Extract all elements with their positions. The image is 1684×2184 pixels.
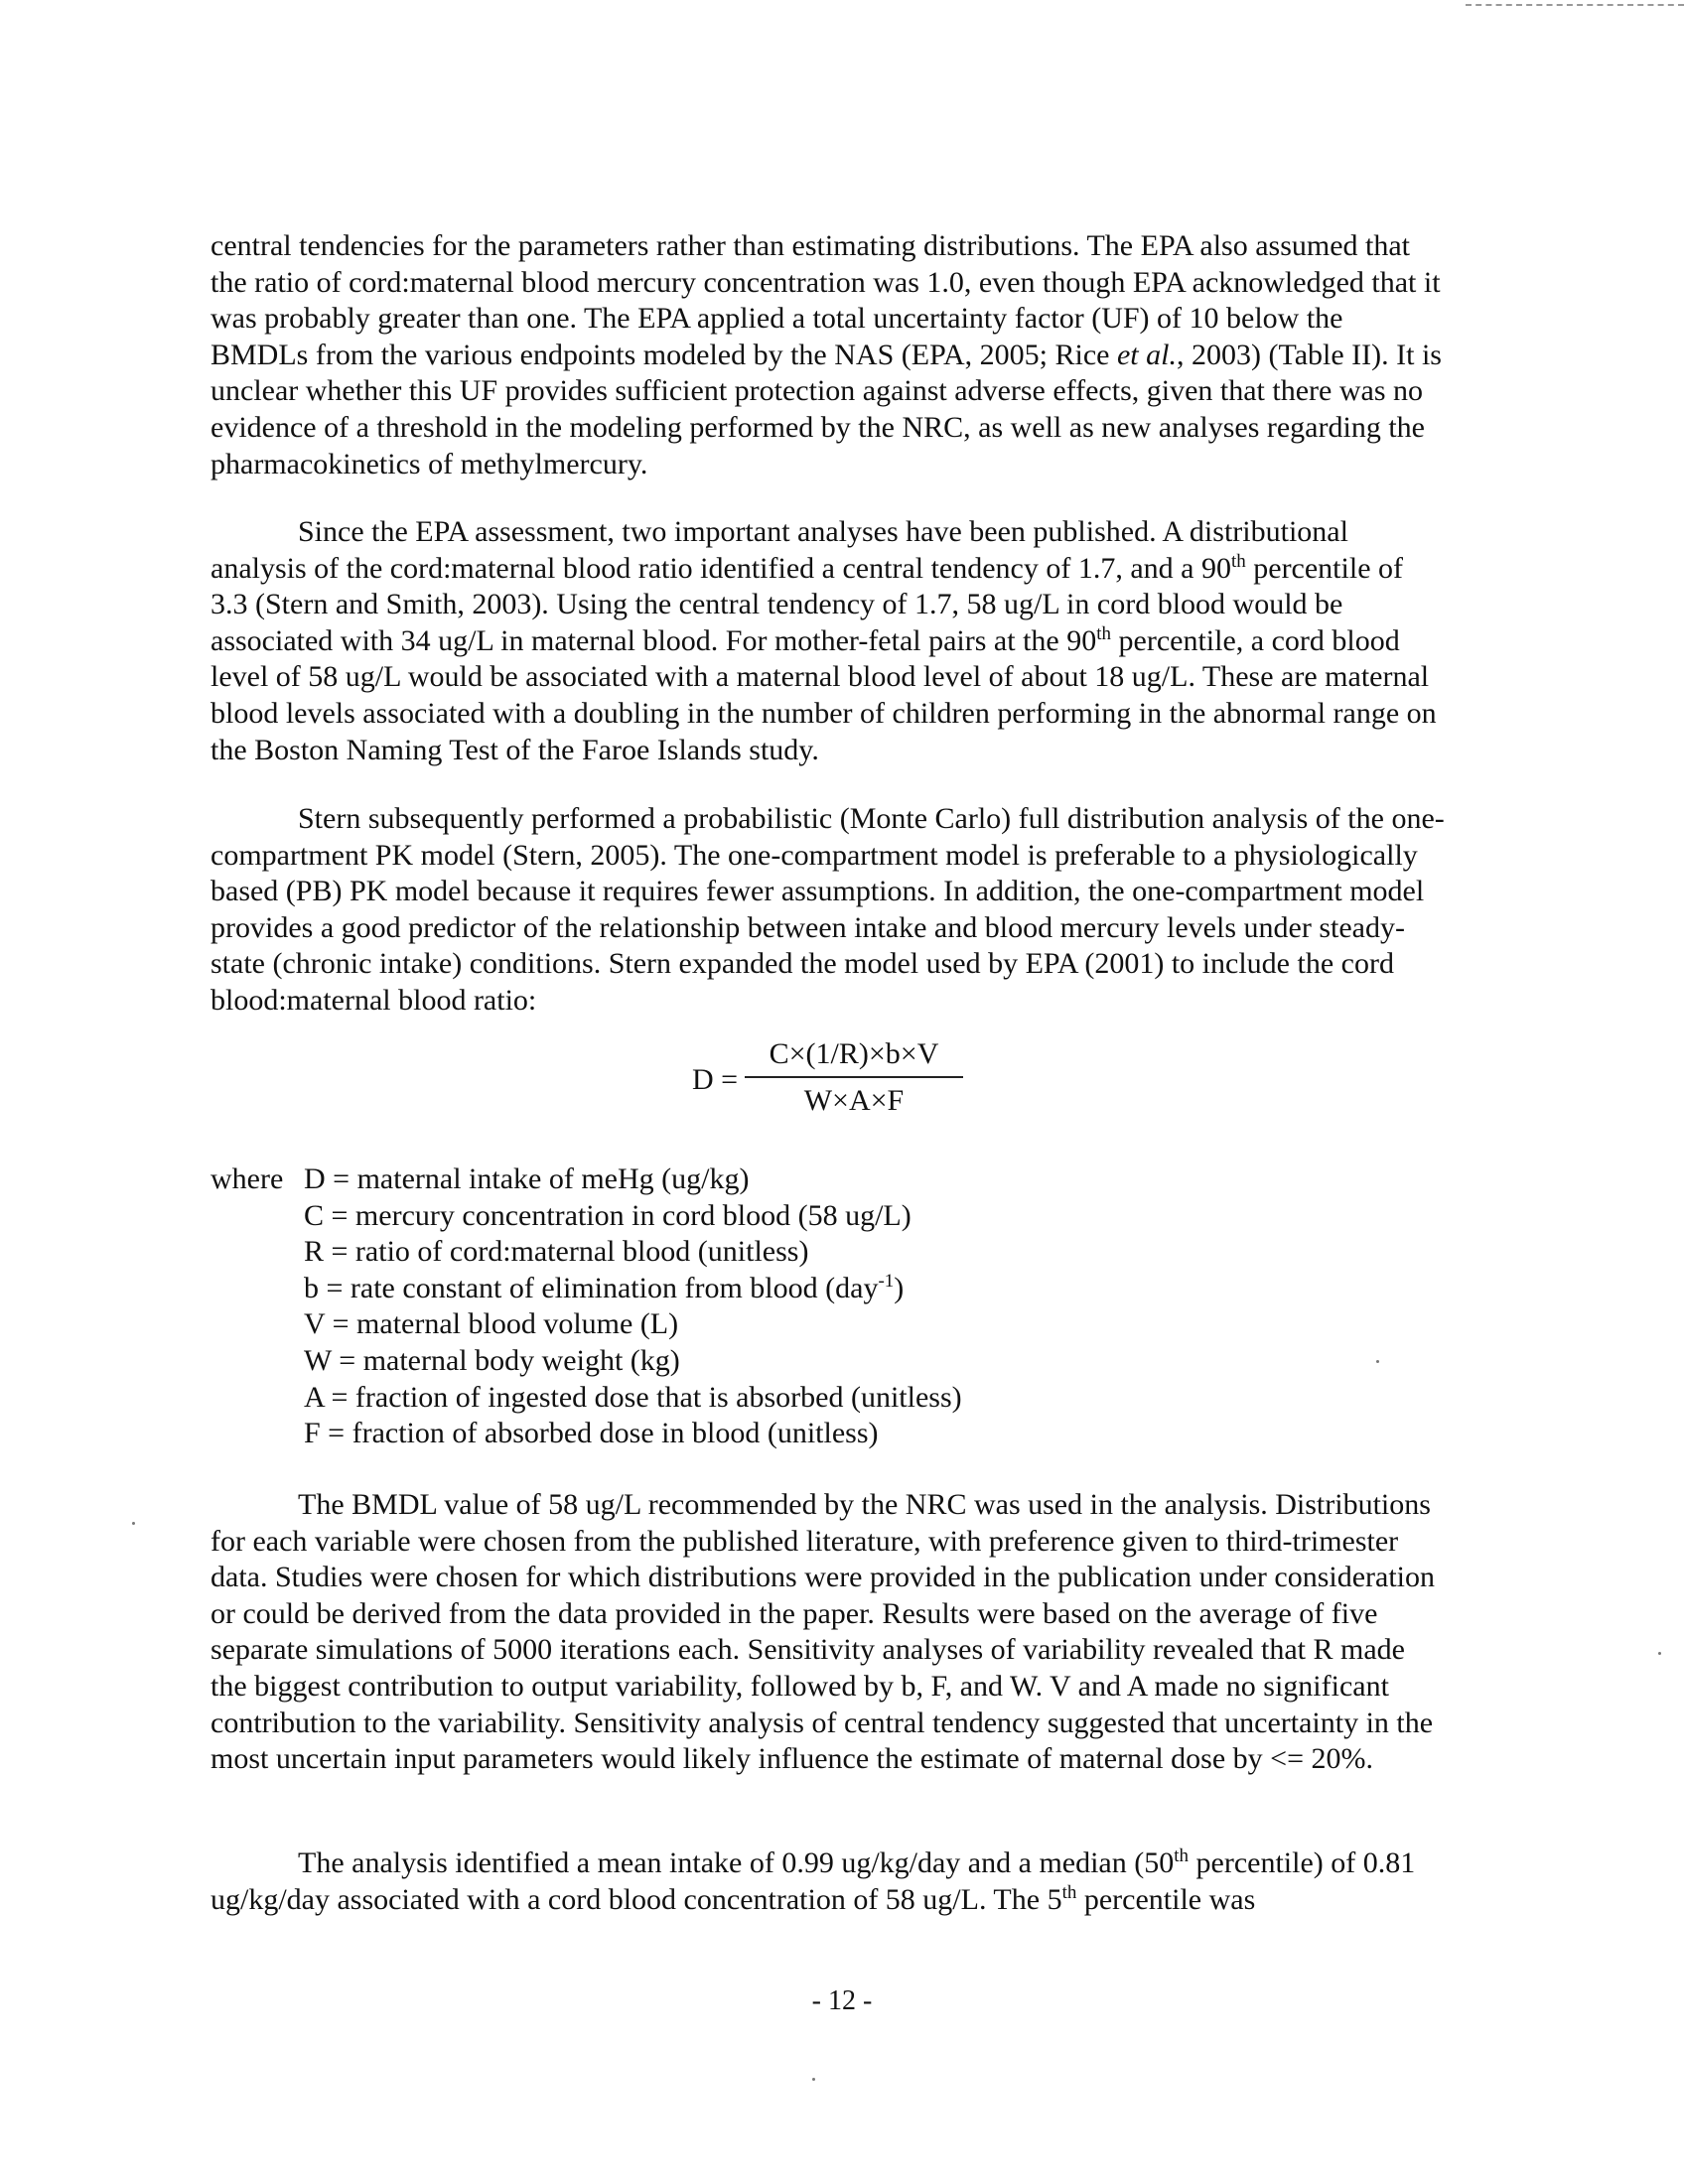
top-edge-rule	[1466, 4, 1684, 8]
paragraph-text: percentile, a cord blood level of 58 ug/L would be associated with a maternal blood level of about 18 ug/L. These are maternal blood levels associated with a doubling in the number of children performing in the abnormal range on the Boston Naming Test of the Faroe Islands study.	[210, 623, 1437, 766]
fraction-bar	[745, 1076, 963, 1078]
paragraph-stern-model	[210, 801, 1446, 1020]
definition-row: R = ratio of cord:maternal blood (unitless)	[304, 1235, 809, 1269]
superscript-th: th	[1230, 550, 1246, 572]
paragraph-text: , 2003) (Table II). It is unclear whether this UF provides sufficient protection against adverse effects, given that there was no evidence of a threshold in the modeling performed by the NRC, as well as new analyses regarding the pharmacokinetics of methylmercury.	[210, 338, 1442, 480]
definition-row: W = maternal body weight (kg)	[304, 1344, 680, 1377]
paragraph-bmdl-distributions	[210, 1487, 1446, 1778]
definition-row-b	[304, 1271, 904, 1307]
scan-speck	[1658, 1652, 1661, 1655]
superscript-th: th	[1061, 1881, 1077, 1903]
superscript-th: th	[1174, 1845, 1190, 1866]
formula-lhs: D =	[692, 1063, 739, 1096]
where-label: where	[210, 1162, 284, 1195]
closing-paren: )	[894, 1271, 905, 1304]
paragraph-text: percentile of 3.3 (Stern and Smith, 2003). Using the central tendency of 1.7, 58 ug/L in cord blood would be associated with 34 ug/L in maternal blood. For mother-fetal pairs at the 90	[210, 551, 1403, 657]
superscript-th: th	[1096, 622, 1112, 644]
paragraph-text: Since the EPA assessment, two important analyses have been published. A distributional analysis of the cord:maternal blood ratio identified a central tendency of 1.7, and a 90	[210, 515, 1348, 585]
formula-numerator: C×(1/R)×b×V	[769, 1037, 939, 1070]
citation-et-al: et al.	[1116, 338, 1177, 371]
paragraph-recent-analyses	[210, 514, 1446, 768]
paragraph-text: The BMDL value of 58 ug/L recommended by the NRC was used in the analysis. Distributions for each variable were chosen from the published literature, with preference given to third-trimester data. Studies were chosen for which distributions were provided in the publication under consideration or could be derived from the data provided in the paper. Results were based on the average of five separate simulations of 5000 iterations each. Sensitivity analyses of variability revealed that R made the biggest contribution to output variability, followed by b, F, and W. V and A made no significant contribution to the variability. Sensitivity analysis of central tendency suggested that uncertainty in the most uncertain input parameters would likely influence the estimate of maternal dose by <= 20%.	[210, 1488, 1436, 1776]
scan-speck	[812, 2078, 815, 2081]
definition-text: b = rate constant of elimination from blood (day	[304, 1271, 879, 1304]
definition-row: C = mercury concentration in cord blood (58 ug/L)	[304, 1198, 912, 1232]
paragraph-results	[210, 1845, 1446, 1918]
definition-row: F = fraction of absorbed dose in blood (unitless)	[304, 1417, 879, 1450]
page-number: - 12 -	[811, 1985, 873, 2016]
intake-formula	[692, 1037, 990, 1127]
paragraph-text: percentile) of 0.81 ug/kg/day associated with a cord blood concentration of 58 ug/L. The 5	[210, 1846, 1416, 1916]
paragraph-text: Stern subsequently performed a probabilistic (Monte Carlo) full distribution analysis of the one-compartment PK model (Stern, 2005). The one-compartment model is preferable to a physiologically based (PB) PK model because it requires fewer assumptions. In addition, the one-compartment model provides a good predictor of the relationship between intake and blood mercury levels under steady-state (chronic intake) conditions. Stern expanded the model used by EPA (2001) to include the cord blood:maternal blood ratio:	[210, 802, 1445, 1017]
scan-speck	[132, 1522, 135, 1525]
paragraph-text: The analysis identified a mean intake of 0.99 ug/kg/day and a median (50	[298, 1846, 1175, 1879]
definition-row: V = maternal blood volume (L)	[304, 1307, 679, 1341]
paragraph-text: percentile was	[1076, 1882, 1256, 1916]
formula-denominator: W×A×F	[803, 1084, 905, 1117]
paragraph-epa-assumptions	[210, 228, 1446, 482]
paragraph-text: central tendencies for the parameters rather than estimating distributions. The EPA also assumed that the ratio of cord:maternal blood mercury concentration was 1.0, even though EPA acknowledged that it was probably greater than one. The EPA applied a total uncertainty factor (UF) of 10 below the BMDLs from the various endpoints modeled by the NAS (EPA, 2005; Rice	[210, 229, 1441, 371]
superscript-minus-one: -1	[878, 1270, 895, 1292]
definition-row: D = maternal intake of meHg (ug/kg)	[304, 1162, 750, 1195]
scan-speck	[1376, 1360, 1379, 1363]
definition-row: A = fraction of ingested dose that is absorbed (unitless)	[304, 1380, 962, 1414]
